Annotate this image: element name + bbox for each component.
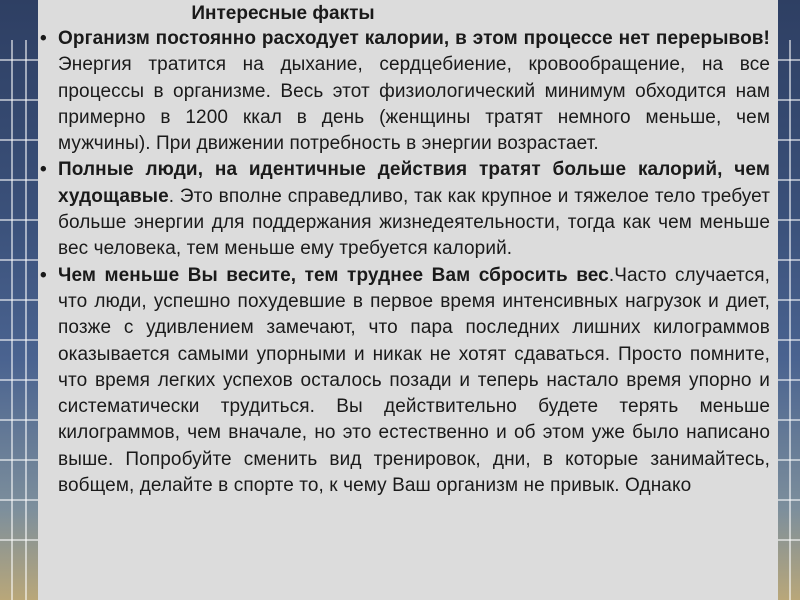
fact-3-bold: Чем меньше Вы весите, тем труднее Вам сбросить вес [58,264,609,286]
bullet-marker: • [40,264,47,286]
slide-title: Интересные факты [191,3,375,24]
fact-2-bold: Полные люди, на идентичные действия тратят больше калорий, чем худощавые [58,159,770,207]
fact-item-3 [40,263,770,500]
fact-1-text: Энергия тратится на дыхание, сердцебиение, кровообращение, на все процессы в организме. Весь этот физиологический минимум обходится нам примерно в 1200 ккал в день (женщины тратят немного меньше, чем мужчины). При движении потребность в энергии возрастает. [58,54,770,155]
fact-2-text: . Это вполне справедливо, так как крупное и тяжелое тело требует больше энергии для поддержания жизнедеятельности, тогда как чем меньше вес человека, тем меньше ему требуется калорий. [58,185,770,260]
bullet-marker: • [40,159,47,181]
fact-1-bold: Организм постоянно расходует калории, в этом процессе нет перерывов! [58,28,770,49]
fact-item-1 [40,26,770,157]
fact-item-2 [40,157,770,262]
fact-3-text: .Часто случается, что люди, успешно похудевшие в первое время интенсивных нагрузок и диет, позже с удивлением замечают, что пара последних лишних килограммов оказывается самыми упорными и никак не хотят сдаваться. Просто помните, что время легких успехов осталось позади и теперь настало время упорно и систематически трудиться. Вы действительно будете терять меньше килограммов, чем вначале, но это естественно и об этом уже было написано выше. Попробуйте сменить вид тренировок, дни, в которые занимайтесь, вобщем, делайте в спорте то, к чему Ваш организм не привык. Однако [58,264,770,497]
content-panel [38,0,778,600]
bullet-marker: • [40,28,47,49]
